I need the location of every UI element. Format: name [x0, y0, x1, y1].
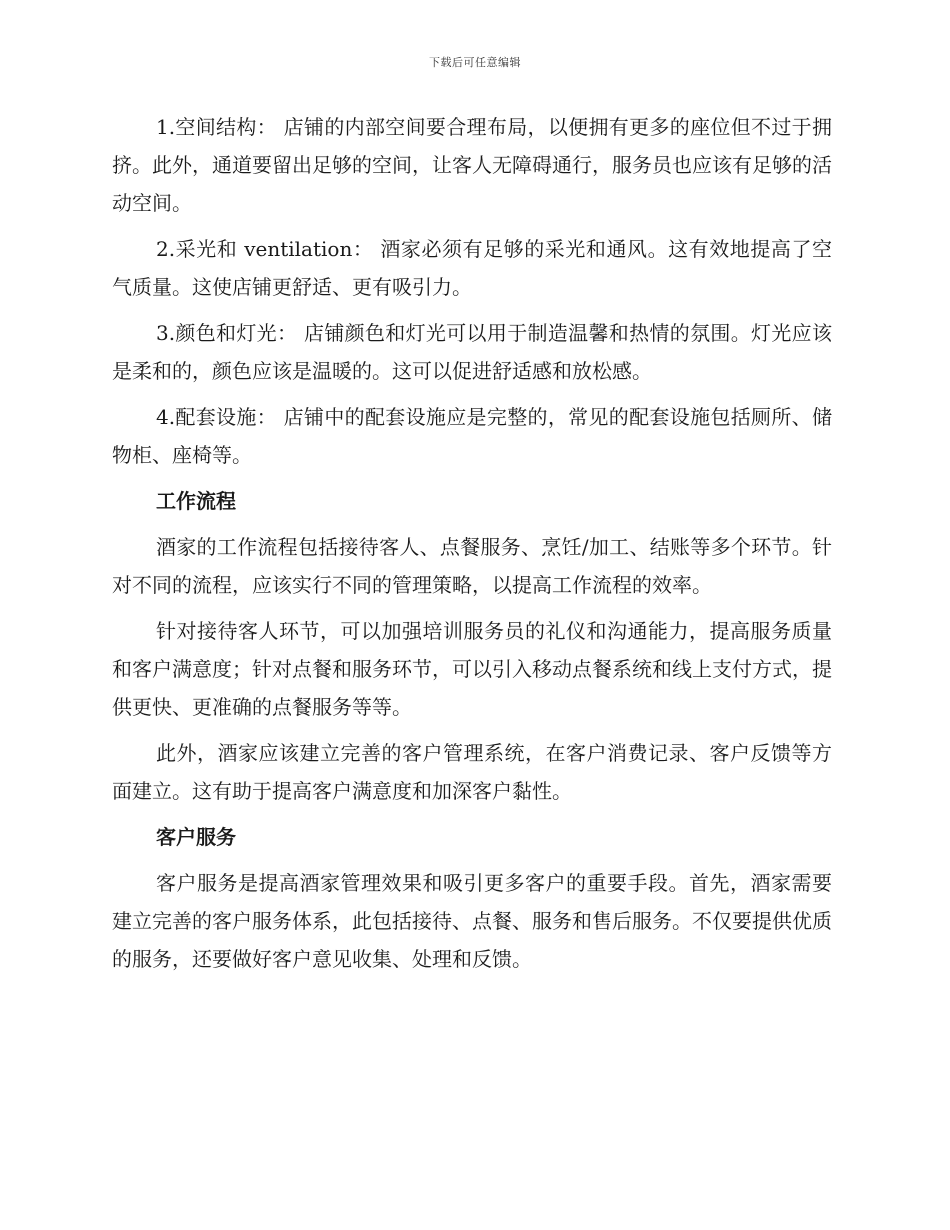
paragraph-facilities: 4.配套设施： 店铺中的配套设施应是完整的，常见的配套设施包括厕所、储物柜、座椅等。 [112, 405, 832, 467]
paragraph-customer-service: 客户服务是提高酒家管理效果和吸引更多客户的重要手段。首先，酒家需要建立完善的客户服务体系，此包括接待、点餐、服务和售后服务。不仅要提供优质的服务，还要做好客户意见收集、处理和反馈。 [112, 871, 832, 971]
paragraph-workflow-strategies: 针对接待客人环节，可以加强培训服务员的礼仪和沟通能力，提高服务质量和客户满意度；针对点餐和服务环节，可以引入移动点餐系统和线上支付方式，提供更快、更准确的点餐服务等等。 [112, 619, 832, 719]
document-body [112, 108, 832, 986]
paragraph-customer-management: 此外，酒家应该建立完善的客户管理系统，在客户消费记录、客户反馈等方面建立。这有助于提高客户满意度和加深客户黏性。 [112, 741, 832, 803]
section-heading-workflow: 工作流程 [156, 489, 236, 513]
paragraph-space-structure: 1.空间结构： 店铺的内部空间要合理布局，以便拥有更多的座位但不过于拥挤。此外，通道要留出足够的空间，让客人无障碍通行，服务员也应该有足够的活动空间。 [112, 115, 832, 215]
paragraph-workflow-intro: 酒家的工作流程包括接待客人、点餐服务、烹饪/加工、结账等多个环节。针对不同的流程，应该实行不同的管理策略，以提高工作流程的效率。 [112, 535, 832, 597]
section-heading-customer-service: 客户服务 [156, 825, 236, 849]
paragraph-lighting-ventilation: 2.采光和 ventilation： 酒家必须有足够的采光和通风。这有效地提高了空气质量。这使店铺更舒适、更有吸引力。 [112, 237, 832, 299]
page-header: 下载后可任意编辑 [429, 56, 521, 69]
paragraph-color-lighting: 3.颜色和灯光： 店铺颜色和灯光可以用于制造温馨和热情的氛围。灯光应该是柔和的，颜色应该是温暖的。这可以促进舒适感和放松感。 [112, 321, 832, 383]
